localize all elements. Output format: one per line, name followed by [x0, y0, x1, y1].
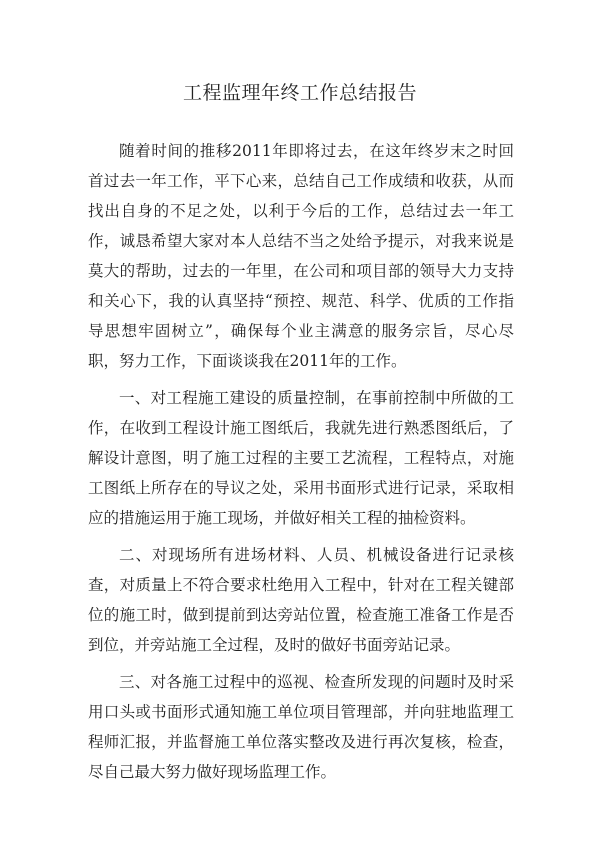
document-title: 工程监理年终工作总结报告 [182, 82, 417, 104]
document-body [88, 136, 514, 794]
paragraph-section-3: 三、对各施工过程中的巡视、检查所发现的问题时及时采用口头或书面形式通知施工单位项目管理部，并向驻地监理工程师汇报，并监督施工单位落实整改及进行再次复核，检查，尽自己最大努力做好现场监理工作。 [88, 673, 514, 781]
paragraph-intro: 随着时间的推移2011年即将过去，在这年终岁末之时回首过去一年工作，平下心来，总结自己工作成绩和收获，从而找出自身的不足之处，以利于今后的工作，总结过去一年工作，诚恳希望大家对本人总结不当之处给予提示，对我来说是莫大的帮助，过去的一年里，在公司和项目部的领导大力支持和关心下，我的认真坚持“预控、规范、科学、优质的工作指导思想牢固树立”，确保每个业主满意的服务宗旨，尽心尽职，努力工作，下面谈谈我在2011年的工作。 [88, 142, 514, 370]
paragraph-section-1: 一、对工程施工建设的质量控制，在事前控制中所做的工作，在收到工程设计施工图纸后，我就先进行熟悉图纸后，了解设计意图，明了施工过程的主要工艺流程，工程特点，对施工图纸上所存在的导议之处，采用书面形式进行记录，采取相应的措施运用于施工现场，并做好相关工程的抽检资料。 [88, 389, 514, 527]
paragraph-section-2: 二、对现场所有进场材料、人员、机械设备进行记录核查，对质量上不符合要求杜绝用入工程中，针对在工程关键部位的施工时，做到提前到达旁站位置，检查施工准备工作是否到位，并旁站施工全过程，及时的做好书面旁站记录。 [88, 546, 514, 654]
